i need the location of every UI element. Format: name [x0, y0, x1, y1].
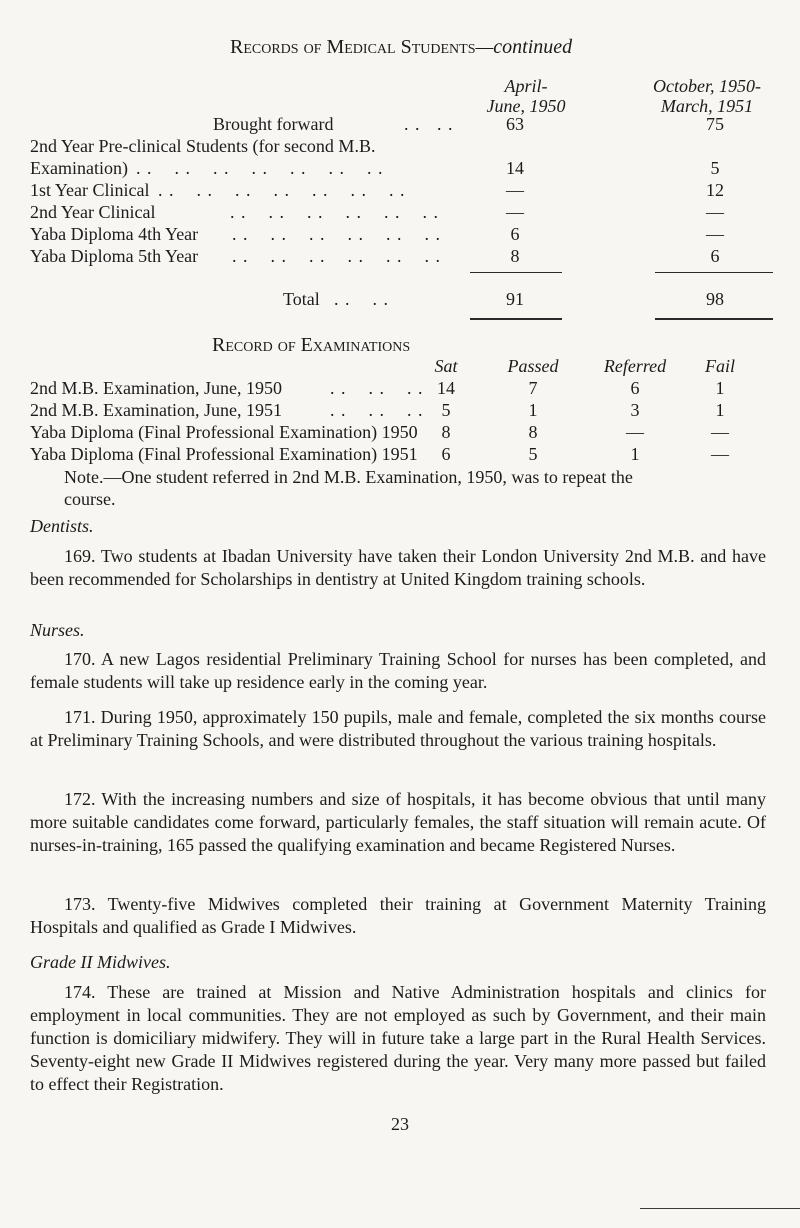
brought-forward-v2: 75: [706, 114, 724, 134]
row-preclinical-v1: 14: [506, 158, 524, 178]
header-suffix: —continued: [475, 36, 573, 58]
row-label-1st-clinical: 1st Year Clinical: [30, 180, 150, 200]
exam-row-fail: —: [711, 444, 729, 464]
dot-leader: . . . .: [334, 289, 389, 309]
exam-row-referred: 3: [630, 400, 640, 420]
brought-forward-v1: 63: [506, 114, 524, 134]
page-number: 23: [391, 1114, 409, 1134]
exam-header-sat: Sat: [434, 356, 458, 376]
total-v2: 98: [706, 289, 724, 309]
exam-row-passed: 1: [528, 400, 538, 420]
exam-header-referred: Referred: [603, 356, 667, 376]
dentists-heading: Dentists.: [30, 516, 94, 536]
subtotal-rule-2: [655, 272, 773, 273]
dot-leader: . . . .: [404, 114, 454, 134]
exam-note: Note.—One student referred in 2nd M.B. Examination, 1950, was to repeat the: [64, 467, 633, 487]
exam-row-label: 2nd M.B. Examination, June, 1951: [30, 400, 282, 420]
col-header-oct-march: October, 1950- March, 1951: [653, 76, 761, 116]
exam-row-referred: 6: [630, 378, 640, 398]
paragraph-174: 174. These are trained at Mission and Native Administration hospitals and clinics for employment in local communities. They are not employed as such by Government, and their main function is domiciliary midwifery. They will in future take a large part in the Rural Health Services. Seventy-eight new Grade II Midwives registered during the year. Very many more passed but failed to effect their Registration.: [30, 982, 766, 1094]
dot-leader: . . . . . .: [330, 378, 424, 398]
dot-leader: . . . . . .: [330, 400, 424, 420]
paragraph-169: 169. Two students at Ibadan University have taken their London University 2nd M.B. and have been recommended for Scholarships in dentistry at United Kingdom training schools.: [30, 546, 766, 589]
brought-forward-label: Brought forward: [213, 114, 334, 134]
dot-leader: . . . . . . . . . . . .: [232, 246, 441, 266]
exam-row-fail: 1: [715, 378, 725, 398]
row-2nd-clinical-v2: —: [706, 202, 724, 222]
dot-leader: . . . . . . . . . . . .: [230, 202, 439, 222]
header-title: Records of Medical Students: [230, 36, 476, 58]
total-v1: 91: [506, 289, 524, 309]
row-label-preclinical: 2nd Year Pre-clinical Students (for second M.B.: [30, 136, 376, 156]
paragraph-173: 173. Twenty-five Midwives completed their training at Government Maternity Training Hospitals and qualified as Grade I Midwives.: [30, 894, 766, 937]
row-1st-clinical-v1: —: [506, 180, 524, 200]
exam-header-passed: Passed: [507, 356, 559, 376]
total-rule-2: [655, 318, 773, 320]
exam-row-referred: 1: [630, 444, 640, 464]
row-label-preclinical-cont: Examination): [30, 158, 128, 178]
row-label-yaba-5th: Yaba Diploma 5th Year: [30, 246, 199, 266]
paragraph-171: 171. During 1950, approximately 150 pupils, male and female, completed the six months course at Preliminary Training Schools, and were distributed throughout the various training hospitals.: [30, 707, 766, 750]
dot-leader: . . . . . . . . . . . .: [232, 224, 441, 244]
exams-title: Record of Examinations: [212, 334, 411, 356]
exam-row-sat: 14: [437, 378, 455, 398]
exam-row-passed: 7: [528, 378, 538, 398]
row-label-2nd-clinical: 2nd Year Clinical: [30, 202, 156, 222]
exam-row-sat: 8: [441, 422, 451, 442]
row-yaba-4th-v1: 6: [510, 224, 520, 244]
exam-header-fail: Fail: [705, 356, 735, 376]
row-preclinical-v2: 5: [710, 158, 720, 178]
row-yaba-5th-v1: 8: [510, 246, 520, 266]
exam-row-passed: 8: [528, 422, 538, 442]
row-yaba-5th-v2: 6: [710, 246, 720, 266]
col-header-april-june: April- June, 1950: [486, 76, 566, 116]
exam-row-passed: 5: [528, 444, 538, 464]
exam-row-label: Yaba Diploma (Final Professional Examination) 1951: [30, 444, 418, 464]
exam-note-cont: course.: [64, 489, 116, 509]
row-label-yaba-4th: Yaba Diploma 4th Year: [30, 224, 199, 244]
dot-leader: . . . . . . . . . . . . . .: [158, 180, 406, 200]
row-2nd-clinical-v1: —: [506, 202, 524, 222]
exam-row-label: 2nd M.B. Examination, June, 1950: [30, 378, 282, 398]
total-rule-1: [470, 318, 562, 320]
exam-row-sat: 5: [441, 400, 451, 420]
row-yaba-4th-v2: —: [706, 224, 724, 244]
page-header: [230, 36, 572, 59]
total-label: Total: [283, 289, 320, 309]
scan-edge-line: [640, 1208, 800, 1209]
paragraph-172: 172. With the increasing numbers and size of hospitals, it has become obvious that until many more suitable candidates come forward, particularly females, the staff situation will remain acute. Of nurses-in-training, 165 passed the qualifying examination and became Registered Nurses.: [30, 789, 766, 855]
exam-row-label: Yaba Diploma (Final Professional Examination) 1950: [30, 422, 418, 442]
dot-leader: . . . . . . . . . . . . . .: [136, 158, 384, 178]
row-1st-clinical-v2: 12: [706, 180, 724, 200]
exam-row-referred: —: [626, 422, 644, 442]
paragraph-170: 170. A new Lagos residential Preliminary Training School for nurses has been completed, and female students will take up residence early in the coming year.: [30, 649, 766, 692]
exam-row-fail: 1: [715, 400, 725, 420]
exam-row-sat: 6: [441, 444, 451, 464]
nurses-heading: Nurses.: [30, 620, 85, 640]
subtotal-rule-1: [470, 272, 562, 273]
exam-row-fail: —: [711, 422, 729, 442]
grade2-midwives-heading: Grade II Midwives.: [30, 952, 171, 972]
